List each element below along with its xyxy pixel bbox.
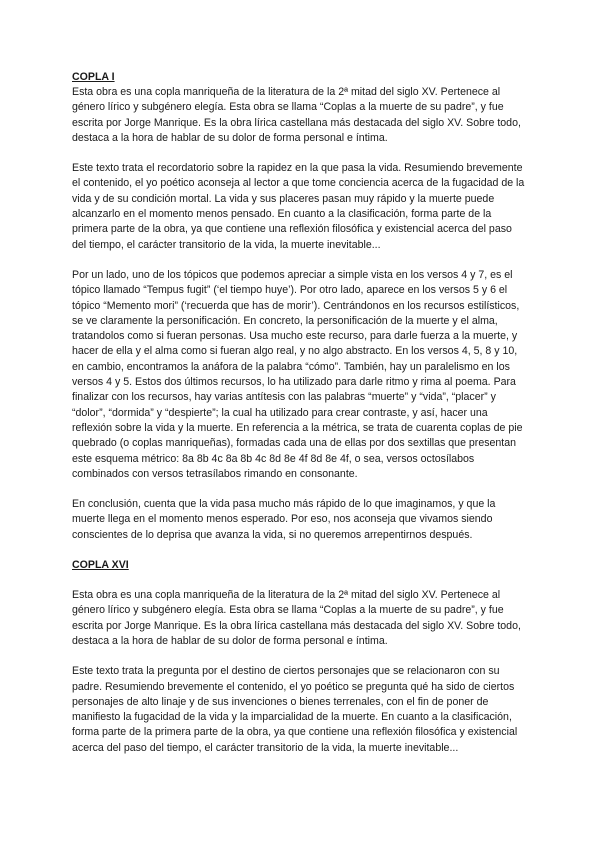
paragraph-conclusion: En conclusión, cuenta que la vida pasa mucho más rápido de lo que imaginamos, y que la muerte llega en el momento menos esperado. Por eso, nos aconseja que vivamos siendo conscientes de lo deprisa que avanza la vida, si no queremos arrepentirnos después. — [72, 498, 496, 541]
section-heading-copla-xvi: COPLA XVI — [72, 559, 129, 572]
paragraph-intro: Esta obra es una copla manriqueña de la literatura de la 2ª mitad del siglo XV. Pertenece al género lírico y subgénero elegía. Esta obra se llama “Coplas a la muerte de su padre”, y fue escrita por Jorge Manrique. Es la obra lírica castellana más destacada del siglo XV. Sobre todo, destaca a la hora de hablar de su dolor de forma personal e íntima. — [72, 589, 521, 647]
paragraph-summary: Este texto trata la pregunta por el destino de ciertos personajes que se relacionaron con su padre. Resumiendo brevemente el contenido, el yo poético se pregunta qué ha sido de ciertos personajes de alto linaje y de sus invenciones o bienes terrenales, con el fin de poner de manifiesto la fugacidad de la vida y la imparcialidad de la muerte. En cuanto a la clasificación, forma parte de la primera parte de la obra, ya que contiene una reflexión filosófica y existencial acerca del paso del tiempo, el carácter transitorio de la vida, la muerte inevitable... — [72, 665, 518, 754]
section-heading-copla-i: COPLA I — [72, 71, 115, 83]
paragraph-summary: Este texto trata el recordatorio sobre la rapidez en la que pasa la vida. Resumiendo brevemente el contenido, el yo poético aconseja al lector a que tome conciencia acerca de la fugacidad de la vida y de su condición mortal. La vida y sus placeres pasan muy rápido y la muerte puede alcanzarlo en el momento menos pensado. En cuanto a la clasificación, forma parte de la primera parte de la obra, ya que contiene una reflexión filosófica y existencial acerca del paso del tiempo, el carácter transitorio de la vida, la muerte inevitable... — [72, 162, 525, 251]
paragraph-analysis: Por un lado, uno de los tópicos que podemos apreciar a simple vista en los versos 4 y 7, es el tópico llamado “Tempus fugit” (‘el tiempo huye’). Por otro lado, aparece en los versos 5 y 6 el tópico “Memento mori” (‘recuerda que has de morir’). Centrándonos en los recursos estilísticos, se ve claramente la personificación. En concreto, la personificación de la muerte y el alma, tratandolos como si fueran personas. Usa mucho este recurso, para darle fuerza a la muerte, y hacer de ella y el alma como si fueran algo real, y no algo abstracto. En los versos 4, 5, 8 y 10, en cambio, encontramos la anáfora de la palabra “cómo”. También, hay un paralelismo en los versos 4 y 5. Estos dos últimos recursos, lo ha utilizado para darle ritmo y rima al poema. Para finalizar con los recursos, hay varias antítesis con las palabras “muerte” y “vida”, “placer” y “dolor”, “dormida” y “despierte”; la cual ha utilizado para crear contraste, y así, hacer una reflexión sobre la vida y la muerte. En referencia a la métrica, se trata de cuarenta coplas de pie quebrado (o coplas manriqueñas), formadas cada una de ellas por dos sextillas que presentan este esquema métrico: 8a 8b 4c 8a 8b 4c 8d 8e 4f 8d 8e 4f, o sea, versos octosílabos combinados con versos tetrasílabos rimando en consonante. — [72, 268, 523, 480]
paragraph-intro: Esta obra es una copla manriqueña de la literatura de la 2ª mitad del siglo XV. Pertenece al género lírico y subgénero elegía. Esta obra se llama “Coplas a la muerte de su padre”, y fue escrita por Jorge Manrique. Es la obra lírica castellana más destacada del siglo XV. Sobre todo, destaca a la hora de hablar de su dolor de forma personal e íntima. — [72, 86, 521, 144]
